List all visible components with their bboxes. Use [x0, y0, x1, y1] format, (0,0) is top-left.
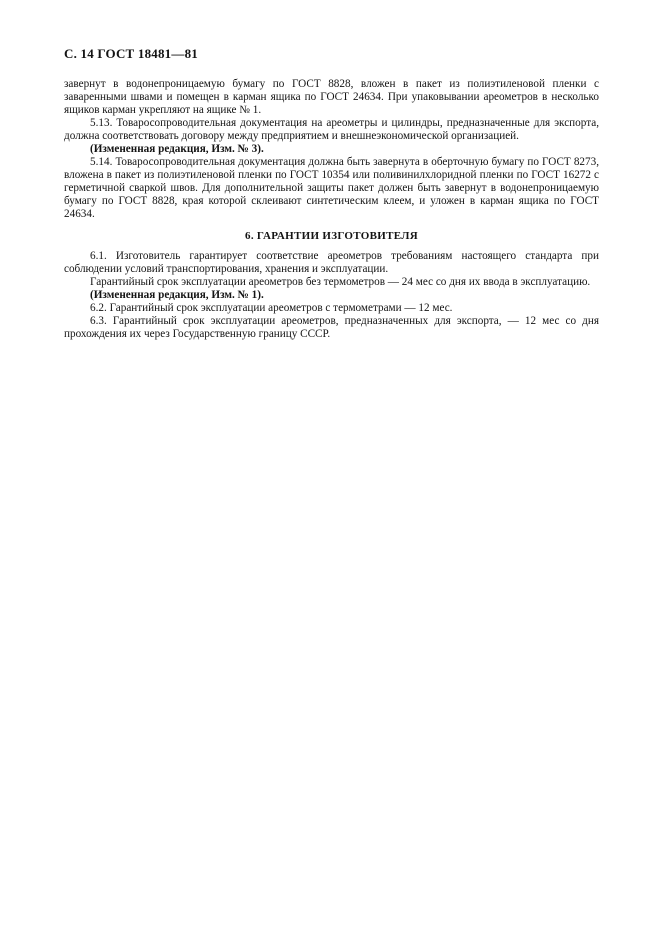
paragraph-5-14: 5.14. Товаросопроводительная документация должна быть завернута в оберточную бумагу по ГОСТ 8273, вложена в пакет из полиэтиленовой пленки по ГОСТ 10354 или поливинилхлоридной пленки по ГОСТ 16272 с герметичной сваркой швов. Для дополнительной защиты пакет должен быть завернут в водонепроницаемую бумагу по ГОСТ 8828, края которой склеивают синтетическим клеем, и уложен в карман ящика по ГОСТ 24634.: [64, 156, 599, 220]
document-body: [64, 78, 599, 341]
paragraph-6-2: 6.2. Гарантийный срок эксплуатации ареометров с термометрами — 12 мес.: [90, 302, 453, 314]
paragraph-6-1: 6.1. Изготовитель гарантирует соответствие ареометров требованиям настоящего стандарта при соблюдении условий транспортирования, хранения и эксплуатации.: [64, 250, 599, 275]
amendment-note-1: (Измененная редакция, Изм. № 1).: [90, 289, 264, 301]
paragraph-warranty-period: Гарантийный срок эксплуатации ареометров без термометров — 24 мес со дня их ввода в эксплуатацию.: [90, 276, 591, 288]
section-title: 6. ГАРАНТИИ ИЗГОТОВИТЕЛЯ: [245, 230, 418, 242]
page-header: С. 14 ГОСТ 18481—81: [64, 46, 198, 61]
paragraph-5-13: 5.13. Товаросопроводительная документация на ареометры и цилиндры, предназначенные для экспорта, должна соответствовать договору между предприятием и внешнеэкономической организацией.: [64, 117, 599, 142]
amendment-note-3: (Измененная редакция, Изм. № 3).: [90, 143, 264, 155]
paragraph-6-3: 6.3. Гарантийный срок эксплуатации ареометров, предназначенных для экспорта, — 12 мес со дня прохождения их через Государственную границу СССР.: [64, 315, 599, 340]
paragraph-continuation: завернут в водонепроницаемую бумагу по ГОСТ 8828, вложен в пакет из полиэтиленовой пленки с заваренными швами и помещен в карман ящика по ГОСТ 24634. При упаковывании ареометров в несколько ящиков карман укрепляют на ящике № 1.: [64, 78, 599, 116]
